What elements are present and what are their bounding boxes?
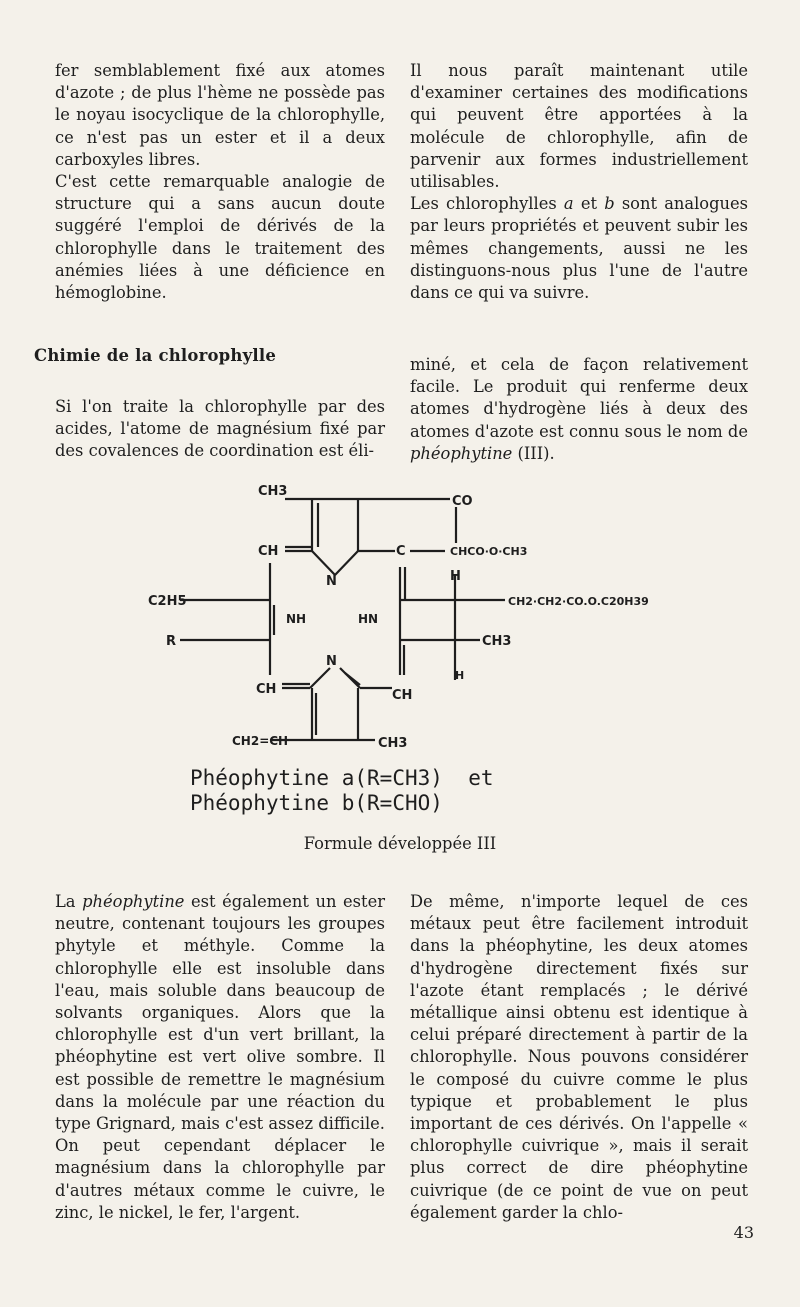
conjunction: et [468,766,494,790]
left-column-bottom [55,891,385,1224]
formula-label: C [396,544,406,559]
formula-label: CH3 [258,484,288,499]
formula-label: C2H5 [148,594,187,609]
paragraph: C'est cette remarquable analogie de structure qui a sans aucun doute suggéré l'emploi de dérivés de la chlorophylle dans le traitement des anémies liées à une déficience en hémoglobine. [55,172,385,303]
substituent-line: Phéophytine a(R=CH3) et [190,766,494,790]
formula-label: CH2·CH2·CO.O.C20H39 [508,595,649,608]
compound-name: Phéophytine b [190,791,355,815]
paragraph [410,354,748,465]
formula-label: CH [256,682,277,697]
text: Les chlorophylles [410,194,564,214]
formula-label: R [166,634,177,649]
substituent-line: Phéophytine b(R=CHO) [190,791,443,815]
right-column-mid [410,354,748,465]
paragraph [410,193,748,304]
paragraph: fer semblablement fixé aux atomes d'azote ; de plus l'hème ne possède pas le noyau isocyclique de la chlorophylle, ce n'est pas un ester et il a deux carboxyles libres. [55,61,385,169]
formula-label: CH3 [378,736,408,751]
figure-caption: Formule développée III [303,834,497,853]
text: et [573,194,605,214]
formula-label: NH [286,612,307,626]
formula-label: HN [358,612,379,626]
formula-label: N [326,574,337,589]
page-number: 43 [733,1223,754,1242]
text: sont analogues par leurs propriétés et peuvent subir les mêmes changements, aussi ne les distinguons-nous plus l'une de l'autre dans ce qui va suivre. [410,194,748,303]
italic-a: a [563,194,574,214]
substituent-legend [190,766,610,816]
italic-term: phéophytine [82,892,185,911]
italic-term: phéophytine [410,443,513,463]
formula-label: H [455,669,465,682]
formula-label: CH2=CH [232,734,289,748]
right-column-bottom [410,891,748,1224]
formula-label: N [326,654,337,669]
formula-label: CH [392,688,413,703]
formula-label: CH [258,544,279,559]
formula-label: CH3 [482,634,512,649]
compound-name: Phéophytine a [190,766,355,790]
text: La [55,892,83,911]
formula-label: CHCO·O·CH3 [450,545,528,558]
right-column-top [410,60,748,304]
paragraph [55,891,385,1224]
substituent: R=CHO [367,791,431,815]
text: est également un ester neutre, contenant toujours les groupes phytyle et méthyle. Comme la chlorophylle elle est insoluble dans l'eau, mais soluble dans beaucoup de solvants organiques. Alors que la chlorophylle est d'un vert brillant, la phéophytine est vert olive sombre. Il est possible de remettre le magnésium dans la molécule par une réaction du type Grignard, mais c'est assez difficile. On peut cependant déplacer le magnésium dans la chlorophylle par d'autres métaux comme le cuivre, le zinc, le nickel, le fer, l'argent. [55,892,385,1222]
text: miné, et cela de façon relativement facile. Le produit qui renferme deux atomes d'hydrogène liés à deux des atomes d'azote est connu sous le nom de [410,355,748,441]
italic-b: b [604,194,615,214]
left-column-mid [55,396,385,463]
text: (III). [512,443,555,463]
structural-formula [0,475,800,765]
left-column-top [55,60,385,304]
section-heading: Chimie de la chlorophylle [34,346,277,365]
formula-label: CO [452,494,473,509]
paragraph: Il nous paraît maintenant utile d'examiner certaines des modifications qui peuvent être apportées à la molécule de chlorophylle, afin de parvenir aux formes industriellement utilisables. [410,61,748,192]
paragraph: De même, n'importe lequel de ces métaux peut être facilement introduit dans la phéophytine, les deux atomes d'hydrogène directement fixés sur l'azote étant remplacés ; le dérivé métallique ainsi obtenu est identique à celui préparé directement à partir de la chlorophylle. Nous pouvons considérer le composé du cuivre comme le plus typique et probablement le plus important de ces dérivés. On l'appelle « chlorophylle cuivrique », mais il serait plus correct de dire phéophytine cuivrique (de ce point de vue on peut également garder la chlo- [410,892,748,1222]
formula-label: H [450,569,461,584]
paragraph: Si l'on traite la chlorophylle par des acides, l'atome de magnésium fixé par des covalences de coordination est éli- [55,397,385,461]
substituent: R=CH3 [367,766,431,790]
